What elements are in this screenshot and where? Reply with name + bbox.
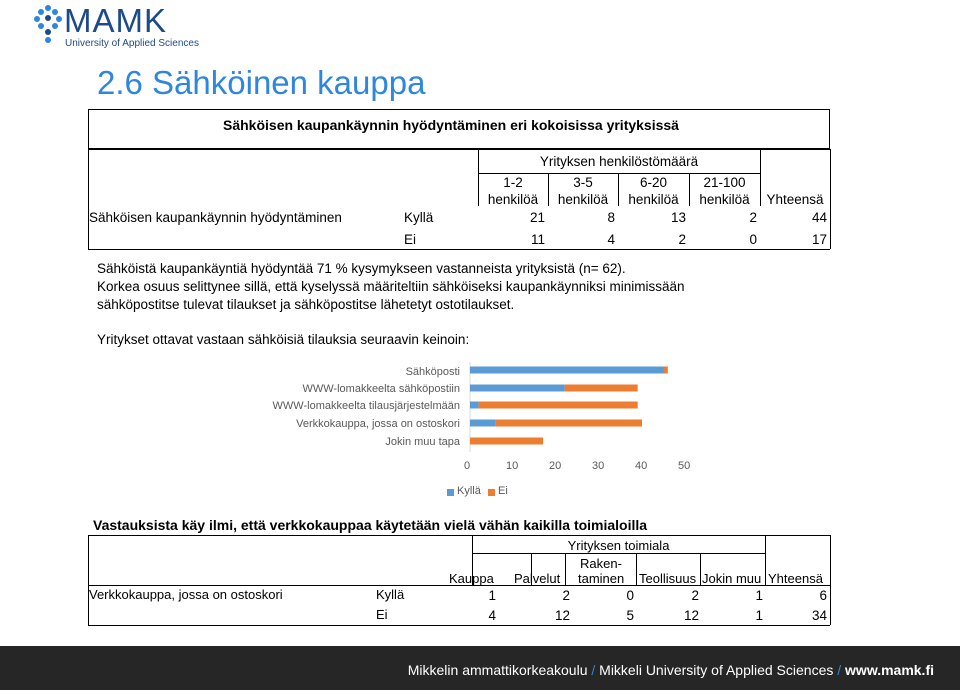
table1-cell: 0: [749, 232, 757, 247]
table2-total-header: Yhteensä: [768, 571, 823, 586]
table2-cell: 1: [755, 608, 763, 623]
table2-row-label: Verkkokauppa, jossa on ostoskori: [89, 587, 283, 602]
table1-col-1-sub: henkilöä: [487, 192, 539, 207]
table2-cell: 0: [626, 588, 634, 603]
table1-cell: 2: [749, 210, 757, 225]
table2-col-rakentaminen-sub: taminen: [578, 571, 625, 586]
table2-cell: 1: [488, 588, 496, 603]
paragraph-2: Korkea osuus selittynee sillä, että kyselyssä määriteltiin sähköiseksi kaupankäynniksi minimissään: [97, 279, 685, 294]
table1-total-header: Yhteensä: [766, 192, 824, 207]
table1-col-4-sub: henkilöä: [699, 192, 750, 207]
table1-row-label: Sähköisen kaupankäynnin hyödyntäminen: [89, 210, 342, 225]
chart-xtick: 30: [592, 460, 605, 472]
table2-cell-total: 34: [811, 608, 827, 623]
table1-col-4: 21-100: [703, 175, 746, 190]
table1-row-ei-label: Ei: [404, 232, 417, 247]
logo-wordmark: MAMK: [64, 2, 167, 39]
logo-subtitle: University of Applied Sciences: [65, 38, 199, 49]
table2-cell: 12: [683, 608, 699, 623]
chart-category-label: Verkkokauppa, jossa on ostoskori: [296, 418, 460, 430]
footer-separator: /: [837, 662, 842, 678]
chart-category-label: WWW-lomakkeelta sähköpostiin: [302, 383, 460, 395]
table1-cell: 2: [678, 232, 686, 247]
footer-part1: Mikkelin ammattikorkeakoulu: [407, 662, 588, 678]
table2-cell: 12: [554, 608, 570, 623]
table1-col-2-sub: henkilöä: [557, 192, 609, 207]
table1-row-kylla-label: Kyllä: [404, 210, 434, 225]
paragraph-4: Yritykset ottavat vastaan sähköisiä tilauksia seuraavin keinoin:: [97, 332, 470, 347]
chart-xtick: 40: [635, 460, 648, 472]
footer-bar: [0, 646, 960, 690]
table1-col-3: 6-20: [639, 175, 668, 190]
table2-cell: 2: [691, 588, 699, 603]
paragraph-1: Sähköistä kaupankäyntiä hyödyntää 71 % kysymykseen vastanneista yrityksistä (n= 62).: [97, 261, 626, 276]
footer-link[interactable]: www.mamk.fi: [845, 662, 934, 678]
table1-cell: 21: [529, 210, 545, 225]
table1-col-3-sub: henkilöä: [628, 192, 679, 207]
legend-label-kylla: Kyllä: [457, 485, 481, 497]
chart-category-label: Jokin muu tapa: [385, 436, 460, 448]
table2-col-teollisuus: Teollisuus: [639, 571, 697, 586]
table2-cell: 2: [562, 588, 570, 603]
table1-cell: 8: [607, 210, 615, 225]
chart-xtick: 10: [506, 460, 519, 472]
footer-text: [408, 662, 934, 678]
table2-col-rakentaminen: Raken-: [580, 556, 622, 571]
chart-xtick: 50: [678, 460, 691, 472]
paragraph-3: sähköpostitse tulevat tilaukset ja sähköpostitse lähetetyt ostotilaukset.: [97, 297, 515, 312]
table1-col-2: 3-5: [573, 175, 593, 190]
chart-xtick: 20: [549, 460, 562, 472]
table1-cell: 11: [530, 232, 545, 247]
table2-col-kauppa: Kauppa: [449, 571, 494, 586]
chart-category-label: Sähköposti: [405, 366, 460, 378]
table1-cell-total: 17: [811, 232, 827, 247]
table2-cell: 5: [626, 608, 634, 623]
legend-label-ei: Ei: [498, 485, 508, 497]
chart-xtick: 0: [464, 460, 471, 472]
table2-cell: 1: [755, 588, 763, 603]
table2-row-kylla-label: Kyllä: [376, 587, 405, 602]
table2-col-palvelut: Palvelut: [514, 571, 561, 586]
table2-cell-total: 6: [819, 588, 827, 603]
table1-cell: 4: [607, 232, 615, 247]
table1-cell: 13: [670, 210, 686, 225]
table2-cell: 4: [488, 608, 496, 623]
footer-part2: Mikkeli University of Applied Sciences: [599, 662, 834, 678]
page-title: 2.6 Sähköinen kauppa: [97, 64, 426, 101]
section-heading: Vastauksista käy ilmi, että verkkokauppaa käytetään vielä vähän kaikilla toimialoilla: [93, 517, 648, 533]
table2-col-jokin-muu: Jokin muu: [702, 571, 762, 586]
table1-col-1: 1-2: [503, 175, 523, 190]
table1-caption: Sähköisen kaupankäynnin hyödyntäminen eri kokoisissa yrityksissä: [223, 117, 679, 133]
footer-separator: /: [591, 662, 596, 678]
table1-cell-total: 44: [811, 210, 827, 225]
chart-category-label: WWW-lomakkeelta tilausjärjestelmään: [272, 400, 460, 412]
table1-group-header: Yrityksen henkilöstömäärä: [539, 154, 699, 169]
table2-row-ei-label: Ei: [376, 607, 388, 622]
table2-group-header: Yrityksen toimiala: [567, 538, 670, 553]
